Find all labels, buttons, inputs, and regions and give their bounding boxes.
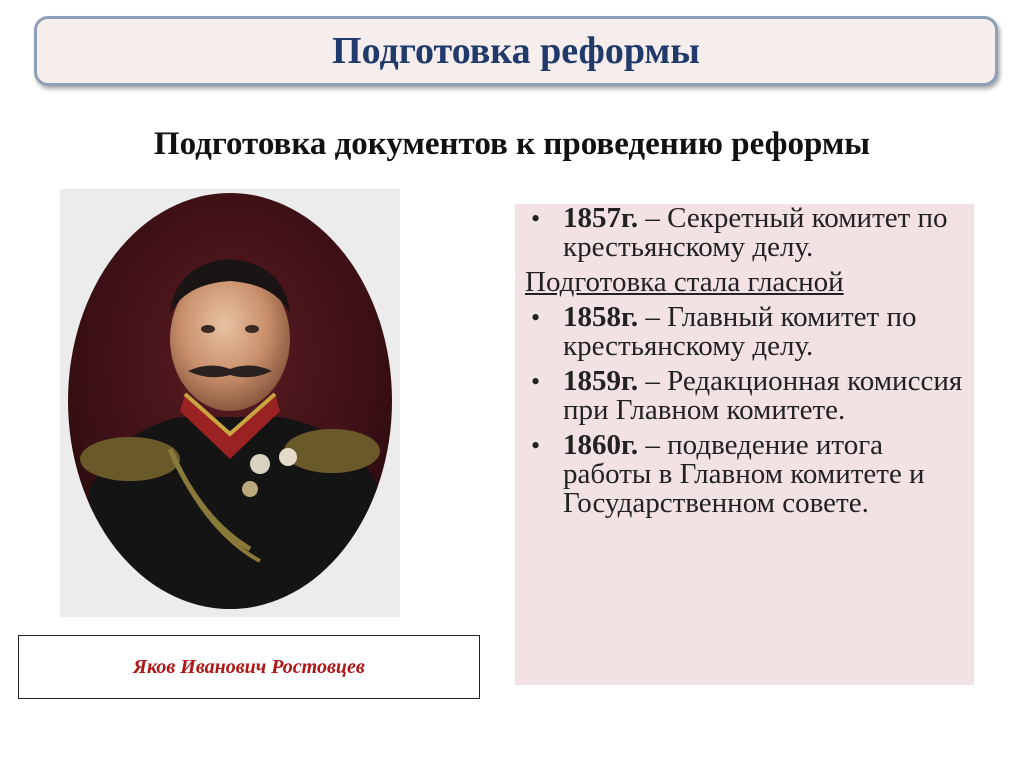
list-item-note: Подготовка стала гласной xyxy=(525,266,844,298)
list-item-text: – Главный комитет по крестьянскому делу. xyxy=(563,301,917,362)
slide-subtitle: Подготовка документов к проведению реформы xyxy=(153,126,871,162)
portrait-painting xyxy=(60,189,400,617)
caption-box xyxy=(18,635,480,699)
bullet-icon: • xyxy=(531,431,541,460)
slide-title: Подготовка реформы xyxy=(332,30,700,72)
title-box xyxy=(34,16,998,86)
content-panel xyxy=(515,204,974,685)
bullet-icon: • xyxy=(531,367,541,396)
list-item-1858 xyxy=(525,303,969,361)
list-item-text: – Секретный комитет по крестьянскому делу. xyxy=(563,202,948,263)
list-item-1857 xyxy=(525,204,969,262)
bullet-icon: • xyxy=(531,303,541,332)
portrait-caption: Яков Иванович Ростовцев xyxy=(133,655,365,678)
content-list xyxy=(525,204,969,524)
list-item-text: – подведение итога работы в Главном комитете и Государственном совете. xyxy=(563,429,925,519)
list-item-text: – Редакционная комиссия при Главном комитете. xyxy=(563,365,963,426)
list-item-1860 xyxy=(525,431,969,518)
bullet-icon: • xyxy=(531,204,541,233)
list-item-year: 1857г. xyxy=(563,202,639,234)
list-item-year: 1859г. xyxy=(563,365,639,397)
list-item-year: 1860г. xyxy=(563,429,639,461)
portrait-image xyxy=(60,189,400,617)
list-item-year: 1858г. xyxy=(563,301,639,333)
list-item-1859 xyxy=(525,367,969,425)
